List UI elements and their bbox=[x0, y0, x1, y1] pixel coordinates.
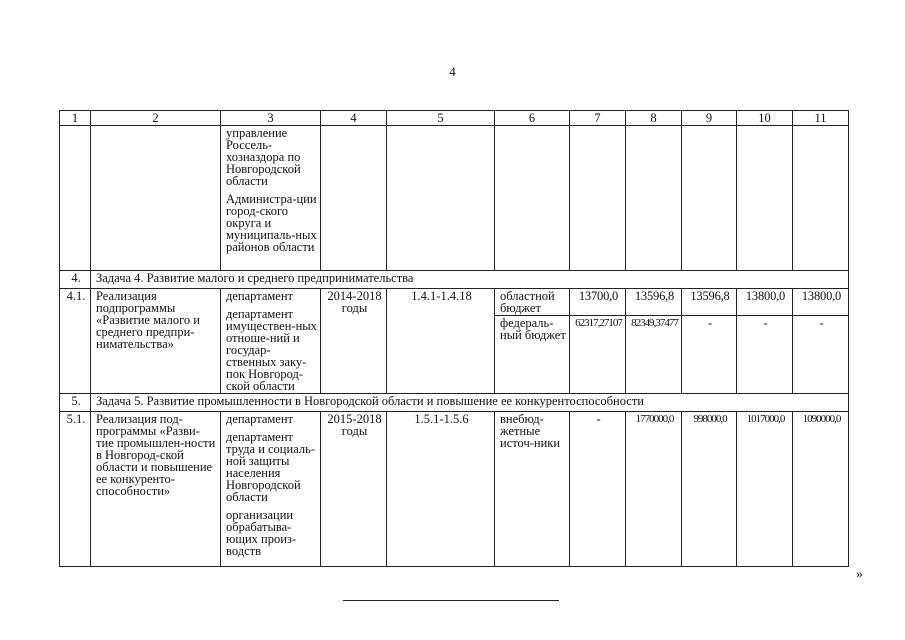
executor-text: департамент bbox=[226, 289, 294, 303]
column-number: 4 bbox=[321, 111, 387, 126]
program-table bbox=[59, 110, 849, 567]
amount: - bbox=[682, 316, 737, 394]
continuation-row bbox=[60, 126, 849, 271]
page-number: 4 bbox=[449, 64, 456, 79]
amount: 13800,0 bbox=[737, 289, 793, 316]
amount: 1770000,0 bbox=[626, 412, 682, 567]
column-number: 11 bbox=[793, 111, 849, 126]
amount: 1017000,0 bbox=[737, 412, 793, 567]
column-number: 6 bbox=[495, 111, 570, 126]
row-number: 5.1. bbox=[60, 412, 91, 567]
amount: 13700,0 bbox=[570, 289, 626, 316]
column-number: 3 bbox=[221, 111, 321, 126]
amount: - bbox=[737, 316, 793, 394]
executors-cell bbox=[221, 289, 321, 394]
amount: - bbox=[570, 412, 626, 567]
column-number: 10 bbox=[737, 111, 793, 126]
task-title: Задача 4. Развитие малого и среднего предпринимательства bbox=[91, 271, 849, 289]
column-number: 7 bbox=[570, 111, 626, 126]
target-indicators: 1.4.1-1.4.18 bbox=[387, 289, 495, 394]
row-number: 4.1. bbox=[60, 289, 91, 394]
executor-text: департамент bbox=[226, 412, 294, 426]
funding-source: внебюд-жетные источ-ники bbox=[495, 412, 570, 567]
executor-text: организации обрабатыва-ющих произ-водств bbox=[226, 508, 297, 558]
column-number: 2 bbox=[91, 111, 221, 126]
table-row bbox=[60, 412, 849, 567]
table-row bbox=[60, 289, 849, 316]
executor-text: управление Россель-хозназдора по Новгородской области bbox=[226, 126, 301, 188]
period: 2014-2018 годы bbox=[321, 289, 387, 394]
executors-cell bbox=[221, 126, 321, 271]
measure-name: Реализация под-программы «Разви-тие промышлен-ности в Новгород-ской области и повышение ее конкуренто-способности» bbox=[91, 412, 221, 567]
task-number: 5. bbox=[60, 394, 91, 412]
period: 2015-2018 годы bbox=[321, 412, 387, 567]
column-number: 1 bbox=[60, 111, 91, 126]
executor-text: департамент труда и социаль-ной защиты населения Новгородской области bbox=[226, 430, 315, 504]
separator-line bbox=[343, 600, 559, 601]
executors-cell bbox=[221, 412, 321, 567]
amount: 998000,0 bbox=[682, 412, 737, 567]
amount: 13596,8 bbox=[626, 289, 682, 316]
column-number-row bbox=[60, 111, 849, 126]
funding-source: областной бюджет bbox=[495, 289, 570, 316]
amount: 13596,8 bbox=[682, 289, 737, 316]
amount: - bbox=[793, 316, 849, 394]
amount: 82349,37477 bbox=[626, 316, 682, 394]
target-indicators: 1.5.1-1.5.6 bbox=[387, 412, 495, 567]
task-title: Задача 5. Развитие промышленности в Новгородской области и повышение ее конкурентоспособности bbox=[91, 394, 849, 412]
task-row bbox=[60, 271, 849, 289]
amount: 62317,27107 bbox=[570, 316, 626, 394]
task-row bbox=[60, 394, 849, 412]
executor-text: Администра-ции город-ского округа и муниципаль-ных районов области bbox=[226, 192, 317, 254]
executor-text: департамент имуществен-ных отноше-ний и государ-ственных заку-пок Новгород-ской области bbox=[226, 307, 317, 393]
column-number: 9 bbox=[682, 111, 737, 126]
closing-quote: » bbox=[856, 567, 863, 582]
amount: 13800,0 bbox=[793, 289, 849, 316]
column-number: 8 bbox=[626, 111, 682, 126]
column-number: 5 bbox=[387, 111, 495, 126]
measure-name: Реализация подпрограммы «Развитие малого и среднего предпри-нимательства» bbox=[91, 289, 221, 394]
funding-source: федераль-ный бюджет bbox=[495, 316, 570, 394]
amount: 1090000,0 bbox=[793, 412, 849, 567]
task-number: 4. bbox=[60, 271, 91, 289]
